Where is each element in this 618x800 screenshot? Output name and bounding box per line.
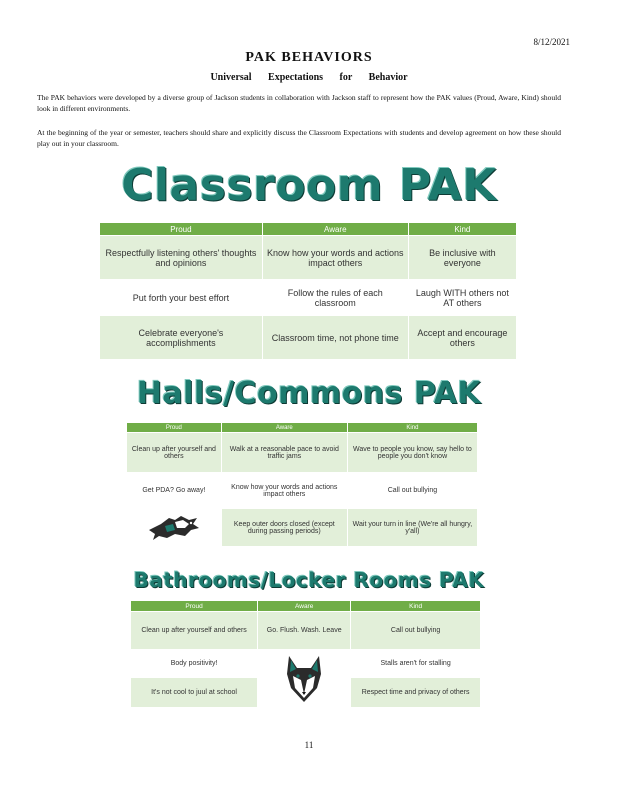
column-header: Proud bbox=[127, 423, 222, 433]
table-cell: Be inclusive with everyone bbox=[408, 236, 516, 280]
column-header: Proud bbox=[131, 601, 258, 612]
page-title: PAK BEHAVIORS bbox=[245, 50, 373, 65]
husky-head-icon bbox=[279, 652, 329, 706]
table-cell: Call out bullying bbox=[351, 612, 481, 650]
table-cell: Follow the rules of each classroom bbox=[262, 280, 408, 316]
table-cell: Wait your turn in line (We're all hungry, y'all) bbox=[347, 509, 477, 547]
page-subtitle: Universal Expectations for Behavior bbox=[210, 72, 408, 83]
table-row bbox=[131, 612, 481, 650]
table-cell: Respect time and privacy of others bbox=[351, 678, 481, 708]
table-header-row bbox=[127, 423, 478, 433]
table-cell: Get PDA? Go away! bbox=[127, 473, 222, 509]
table-cell: Wave to people you know, say hello to people you don't know bbox=[347, 433, 477, 473]
mascot-cell bbox=[258, 650, 351, 708]
table-cell: Clean up after yourself and others bbox=[127, 433, 222, 473]
table-cell: Celebrate everyone's accomplishments bbox=[100, 316, 263, 360]
table-row bbox=[127, 433, 478, 473]
table-cell: Call out bullying bbox=[347, 473, 477, 509]
column-header: Proud bbox=[100, 223, 263, 236]
column-header: Kind bbox=[347, 423, 477, 433]
classroom-table bbox=[99, 222, 517, 360]
halls-heading: Halls/Commons PAK bbox=[136, 376, 482, 411]
table-cell: Go. Flush. Wash. Leave bbox=[258, 612, 351, 650]
table-cell: Keep outer doors closed (except during passing periods) bbox=[221, 509, 347, 547]
table-cell: Clean up after yourself and others bbox=[131, 612, 258, 650]
column-header: Kind bbox=[408, 223, 516, 236]
instructions-paragraph: At the beginning of the year or semester, teachers should share and explicitly discuss the Classroom Expectations with students and develop agreement on how these should play out in your classroom. bbox=[37, 128, 561, 148]
mascot-cell bbox=[127, 509, 222, 547]
table-cell: Body positivity! bbox=[131, 650, 258, 678]
table-cell: Classroom time, not phone time bbox=[262, 316, 408, 360]
table-row bbox=[127, 473, 478, 509]
page-number: 11 bbox=[304, 740, 314, 750]
table-row bbox=[100, 280, 517, 316]
table-cell: Laugh WITH others not AT others bbox=[408, 280, 516, 316]
classroom-heading: Classroom PAK bbox=[121, 160, 497, 211]
table-cell: Know how your words and actions impact others bbox=[262, 236, 408, 280]
table-header-row bbox=[100, 223, 517, 236]
column-header: Aware bbox=[262, 223, 408, 236]
table-cell: Respectfully listening others' thoughts and opinions bbox=[100, 236, 263, 280]
halls-table bbox=[126, 422, 478, 547]
bathrooms-table bbox=[130, 600, 481, 708]
bathrooms-heading: Bathrooms/Locker Rooms PAK bbox=[133, 568, 485, 592]
table-row bbox=[131, 650, 481, 678]
table-cell: Accept and encourage others bbox=[408, 316, 516, 360]
table-cell: Stalls aren't for stalling bbox=[351, 650, 481, 678]
table-cell: Know how your words and actions impact others bbox=[221, 473, 347, 509]
table-cell bbox=[131, 678, 258, 708]
column-header: Aware bbox=[258, 601, 351, 612]
table-cell: Walk at a reasonable pace to avoid traffic jams bbox=[221, 433, 347, 473]
intro-paragraph: The PAK behaviors were developed by a diverse group of Jackson students in collaboration with Jackson staff to represent how the PAK values (Proud, Aware, Kind) should look in different environments. bbox=[37, 93, 561, 113]
table-row bbox=[127, 509, 478, 547]
juul-text: It's not cool to juul at school bbox=[151, 689, 237, 696]
husky-mascot-icon bbox=[145, 510, 203, 546]
document-date: 8/12/2021 bbox=[533, 37, 570, 47]
table-cell: Put forth your best effort bbox=[100, 280, 263, 316]
table-header-row bbox=[131, 601, 481, 612]
column-header: Kind bbox=[351, 601, 481, 612]
column-header: Aware bbox=[221, 423, 347, 433]
table-row bbox=[100, 236, 517, 280]
table-row bbox=[100, 316, 517, 360]
